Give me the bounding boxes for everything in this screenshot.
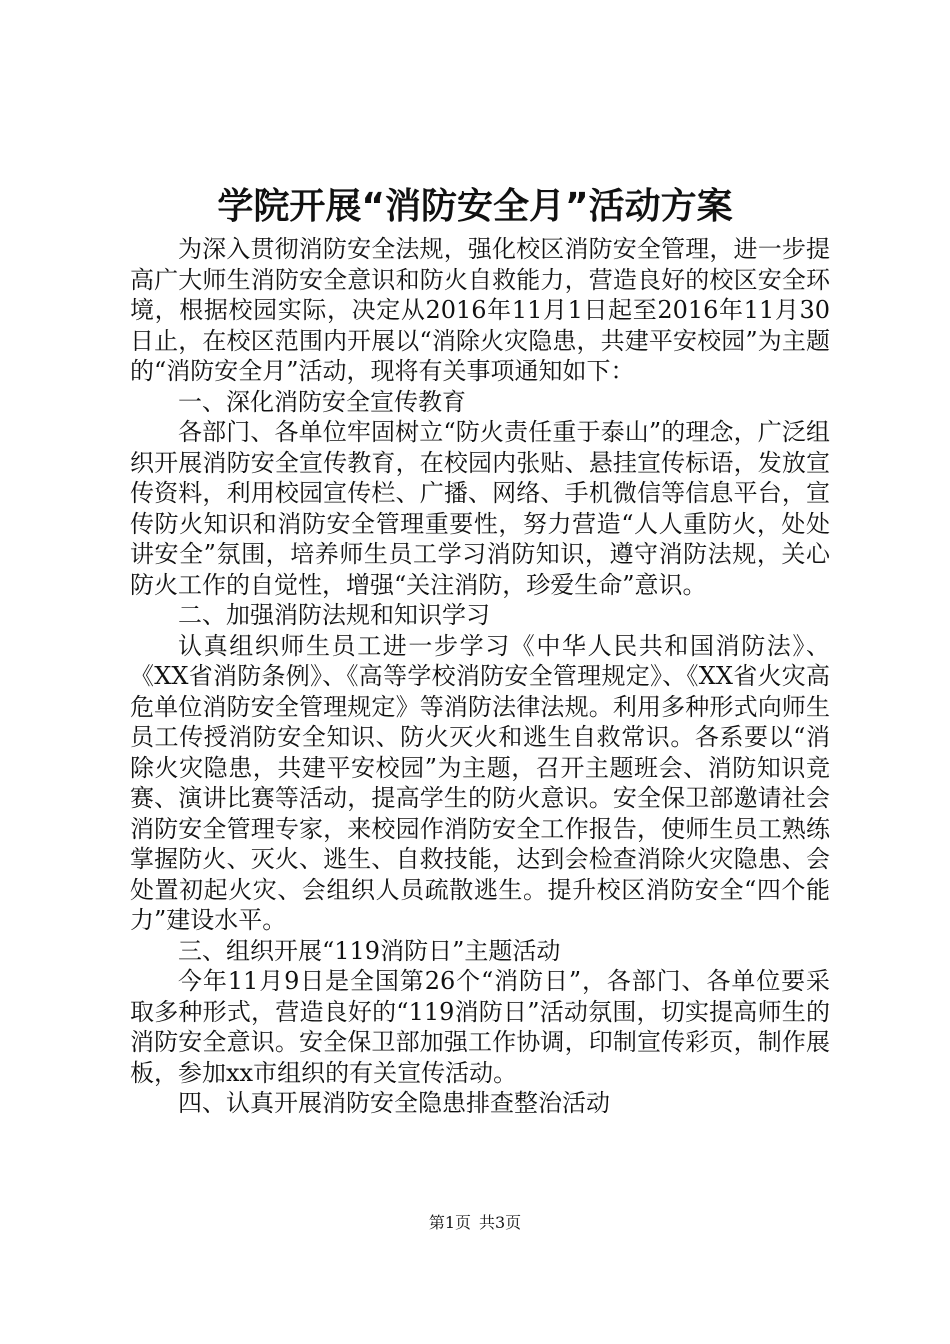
- section-heading-4: 四、认真开展消防安全隐患排查整治活动: [178, 1089, 610, 1117]
- section-paragraph-1: 各部门、各单位牢固树立“防火责任重于泰山”的理念，广泛组织开展消防安全宣传教育，在校园内张贴、悬挂宣传标语，发放宣传资料，利用校园宣传栏、广播、网络、手机微信等信息平台，宣传防火知识和消防安全管理重要性，努力营造“人人重防火，处处讲安全”氛围，培养师生员工学习消防知识，遵守消防法规，关心防火工作的自觉性，增强“关注消防，珍爱生命”意识。: [130, 418, 830, 599]
- intro-paragraph: 为深入贯彻消防安全法规，强化校区消防安全管理，进一步提高广大师生消防安全意识和防火自救能力，营造良好的校区安全环境，根据校园实际，决定从2016年11月1日起至2016年11月30日止，在校区范围内开展以“消除火灾隐患，共建平安校园”为主题的“消防安全月”活动，现将有关事项通知如下：: [130, 235, 830, 385]
- section-paragraph-2: 认真组织师生员工进一步学习《中华人民共和国消防法》、《XX省消防条例》、《高等学校消防安全管理规定》、《XX省火灾高危单位消防安全管理规定》等消防法律法规。利用多种形式向师生员工传授消防安全知识、防火灭火和逃生自救常识。各系要以“消除火灾隐患，共建平安校园”为主题，召开主题班会、消防知识竞赛、演讲比赛等活动，提高学生的防火意识。安全保卫部邀请社会消防安全管理专家，来校园作消防安全工作报告，使师生员工熟练掌握防火、灭火、逃生、自救技能，达到会检查消除火灾隐患、会处置初起火灾、会组织人员疏散逃生。提升校区消防安全“四个能力”建设水平。: [130, 631, 830, 934]
- page-footer: [0, 1212, 950, 1234]
- section-paragraph-3: 今年11月9日是全国第26个“消防日”，各部门、各单位要采取多种形式，营造良好的“119消防日”活动氛围，切实提高师生的消防安全意识。安全保卫部加强工作协调，印制宣传彩页，制作展板，参加xx市组织的有关宣传活动。: [130, 967, 830, 1087]
- document-title: 学院开展“消防安全月”活动方案: [217, 186, 733, 227]
- section-heading-3: 三、组织开展“119消防日”主题活动: [178, 936, 561, 965]
- section-heading-2: 二、加强消防法规和知识学习: [178, 601, 490, 629]
- document-body: [130, 234, 830, 1119]
- section-heading-1: 一、深化消防安全宣传教育: [178, 387, 466, 416]
- page-number: 第1页: [428, 1213, 471, 1232]
- page-total: 共3页: [479, 1213, 522, 1232]
